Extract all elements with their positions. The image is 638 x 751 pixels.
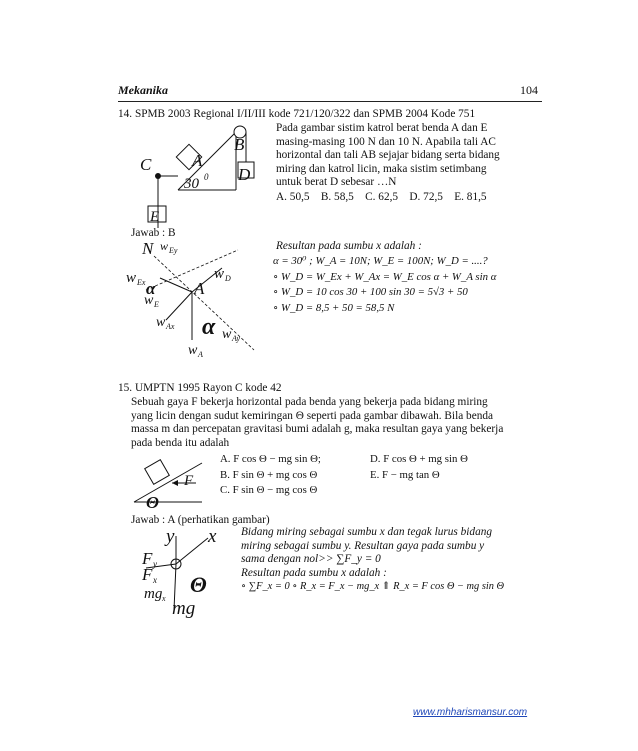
q14-angle-degree: 0 (204, 172, 209, 182)
q15-heading: 15. UMPTN 1995 Rayon C kode 42 (118, 382, 282, 394)
q14-fbd-wd-sub: D (225, 274, 231, 283)
q15-label-fx-sub: x (153, 575, 157, 585)
q14-solution-title: Resultan pada sumbu x adalah : (276, 240, 422, 252)
q14-fbd-wex-sub: Ex (137, 278, 146, 287)
q14-solution-line: ∘ W_D = W_Ex + W_Ax = W_E cos α + W_A sin α (273, 270, 497, 283)
q15-option-c: C. F sin Θ − mg cos Θ (220, 484, 318, 496)
q15-text-line: Sebuah gaya F bekerja horizontal pada benda yang bekerja pada bidang miring (131, 396, 488, 408)
header-rule (118, 101, 542, 102)
q15-label-mgx: mg (144, 586, 163, 602)
q15-solution-line: ∘ ∑F_x = 0 ∘ R_x = F_x − mg_x ⇑ R_x = F cos Θ − mg sin Θ (241, 581, 505, 593)
q15-option-d: D. F cos Θ + mg sin Θ (370, 453, 468, 465)
q14-fbd-way-sub: Ay (232, 334, 240, 343)
q14-solution-line: ∘ W_D = 8,5 + 50 = 58,5 N (273, 301, 395, 314)
q14-label-b: B (234, 135, 245, 154)
q14-text (276, 122, 542, 190)
q14-fbd-n: N (142, 239, 154, 258)
q14-angle-label: 30 (184, 176, 199, 192)
q15-options-left (220, 452, 321, 499)
q15-options-right (370, 452, 468, 483)
q14-fbd-wax-sub: Ax (166, 322, 175, 331)
q14-fbd-wey: w (160, 239, 169, 253)
page-number: 104 (520, 83, 538, 97)
q15-label-f: F (184, 473, 194, 489)
q15-incline-figure (134, 455, 224, 510)
q14-label-e: E (150, 209, 160, 225)
q15-label-mgx-sub: x (162, 594, 166, 603)
q14-fbd-wa: w (188, 343, 198, 358)
q14-text-line: Pada gambar sistim katrol berat benda A dan E (276, 122, 488, 134)
q14-label-d: D (238, 165, 251, 184)
q14-label-c: C (140, 155, 152, 174)
q14-options: A. 50,5 B. 58,5 C. 62,5 D. 72,5 E. 81,5 (276, 191, 487, 203)
q15-option-e: E. F − mg tan Θ (370, 468, 440, 481)
q15-solution-line: miring sebagai sumbu y. Resultan gaya pada sumbu y (241, 539, 485, 552)
q15-answer: Jawab : A (perhatikan gambar) (131, 514, 270, 526)
q15-solution-line: Bidang miring sebagai sumbu x dan tegak lurus bidang (241, 526, 493, 538)
q14-pulley-figure (118, 118, 278, 228)
q14-text-line: untuk berat D sebesar …N (276, 176, 397, 189)
q14-fbd-wey-sub: Ey (169, 246, 178, 255)
q15-label-fx: F (142, 565, 153, 584)
q14-fbd-we: w (144, 293, 154, 308)
q15-text-line: pada benda itu adalah (131, 436, 230, 449)
q15-label-mg: mg (172, 598, 196, 619)
q14-label-a: A (192, 151, 203, 170)
q14-text-line: miring dan katrol licin, maka sistim setimbang (276, 162, 487, 175)
q14-answer: Jawab : B (131, 227, 176, 239)
q15-solution (241, 526, 543, 594)
q15-axis-x: x (208, 526, 217, 547)
q15-label-theta: Θ (190, 572, 207, 597)
q14-fbd-we-sub: E (154, 300, 159, 309)
q15-label-theta: Θ (146, 493, 159, 512)
q14-fbd-wex: w (126, 270, 137, 286)
q15-solution-line: Resultan pada sumbu x adalah : (241, 566, 387, 579)
q14-text-line: masing-masing 100 N dan 10 N. Apabila tali AC (276, 135, 496, 148)
q14-fbd-alpha-top: α (146, 279, 156, 298)
q14-fbd-wa-sub: A (198, 350, 203, 359)
q15-text-line: massa m dan percepatan gravitasi bumi adalah g, maka resultan gaya yang bekerja (131, 423, 504, 436)
q15-axis-y: y (166, 526, 175, 547)
q14-solution-line: ∘ W_D = 10 cos 30 + 100 sin 30 = 5√3 + 50 (273, 286, 468, 298)
q15-text (131, 396, 543, 450)
q14-fbd-wd: w (214, 266, 225, 282)
q14-fbd-way: w (222, 327, 232, 342)
q14-text-line: horizontal dan tali AB sejajar bidang serta bidang (276, 149, 500, 162)
q15-text-line: yang licin dengan sudut kemiringan Θ seperti pada gambar dibawah. Bila benda (131, 409, 494, 422)
q15-label-fy-sub: y (153, 559, 157, 569)
q14-solution-line: α = 30⁰ ; W_A = 10N; W_E = 100N; W_D = ....? (273, 255, 488, 267)
running-header-title: Mekanika (118, 83, 169, 97)
q14-fbd-alpha-bottom: α (202, 314, 216, 340)
q15-solution-line: sama dengan nol>> ∑F_y = 0 (241, 553, 381, 566)
q14-solution (273, 254, 496, 316)
footer-website-link[interactable]: www.mhharismansur.com (413, 707, 528, 718)
q15-label-fy: F (142, 549, 153, 568)
q14-free-body-diagram (126, 238, 266, 360)
q15-force-diagram (134, 524, 244, 620)
q14-heading: 14. SPMB 2003 Regional I/II/III kode 721/120/322 dan SPMB 2004 Kode 751 (118, 108, 476, 120)
q15-option-b: B. F sin Θ + mg cos Θ (220, 468, 318, 481)
q15-option-a: A. F cos Θ − mg sin Θ; (220, 453, 321, 465)
q14-fbd-a: A (194, 279, 205, 298)
q14-fbd-wax: w (156, 315, 166, 330)
